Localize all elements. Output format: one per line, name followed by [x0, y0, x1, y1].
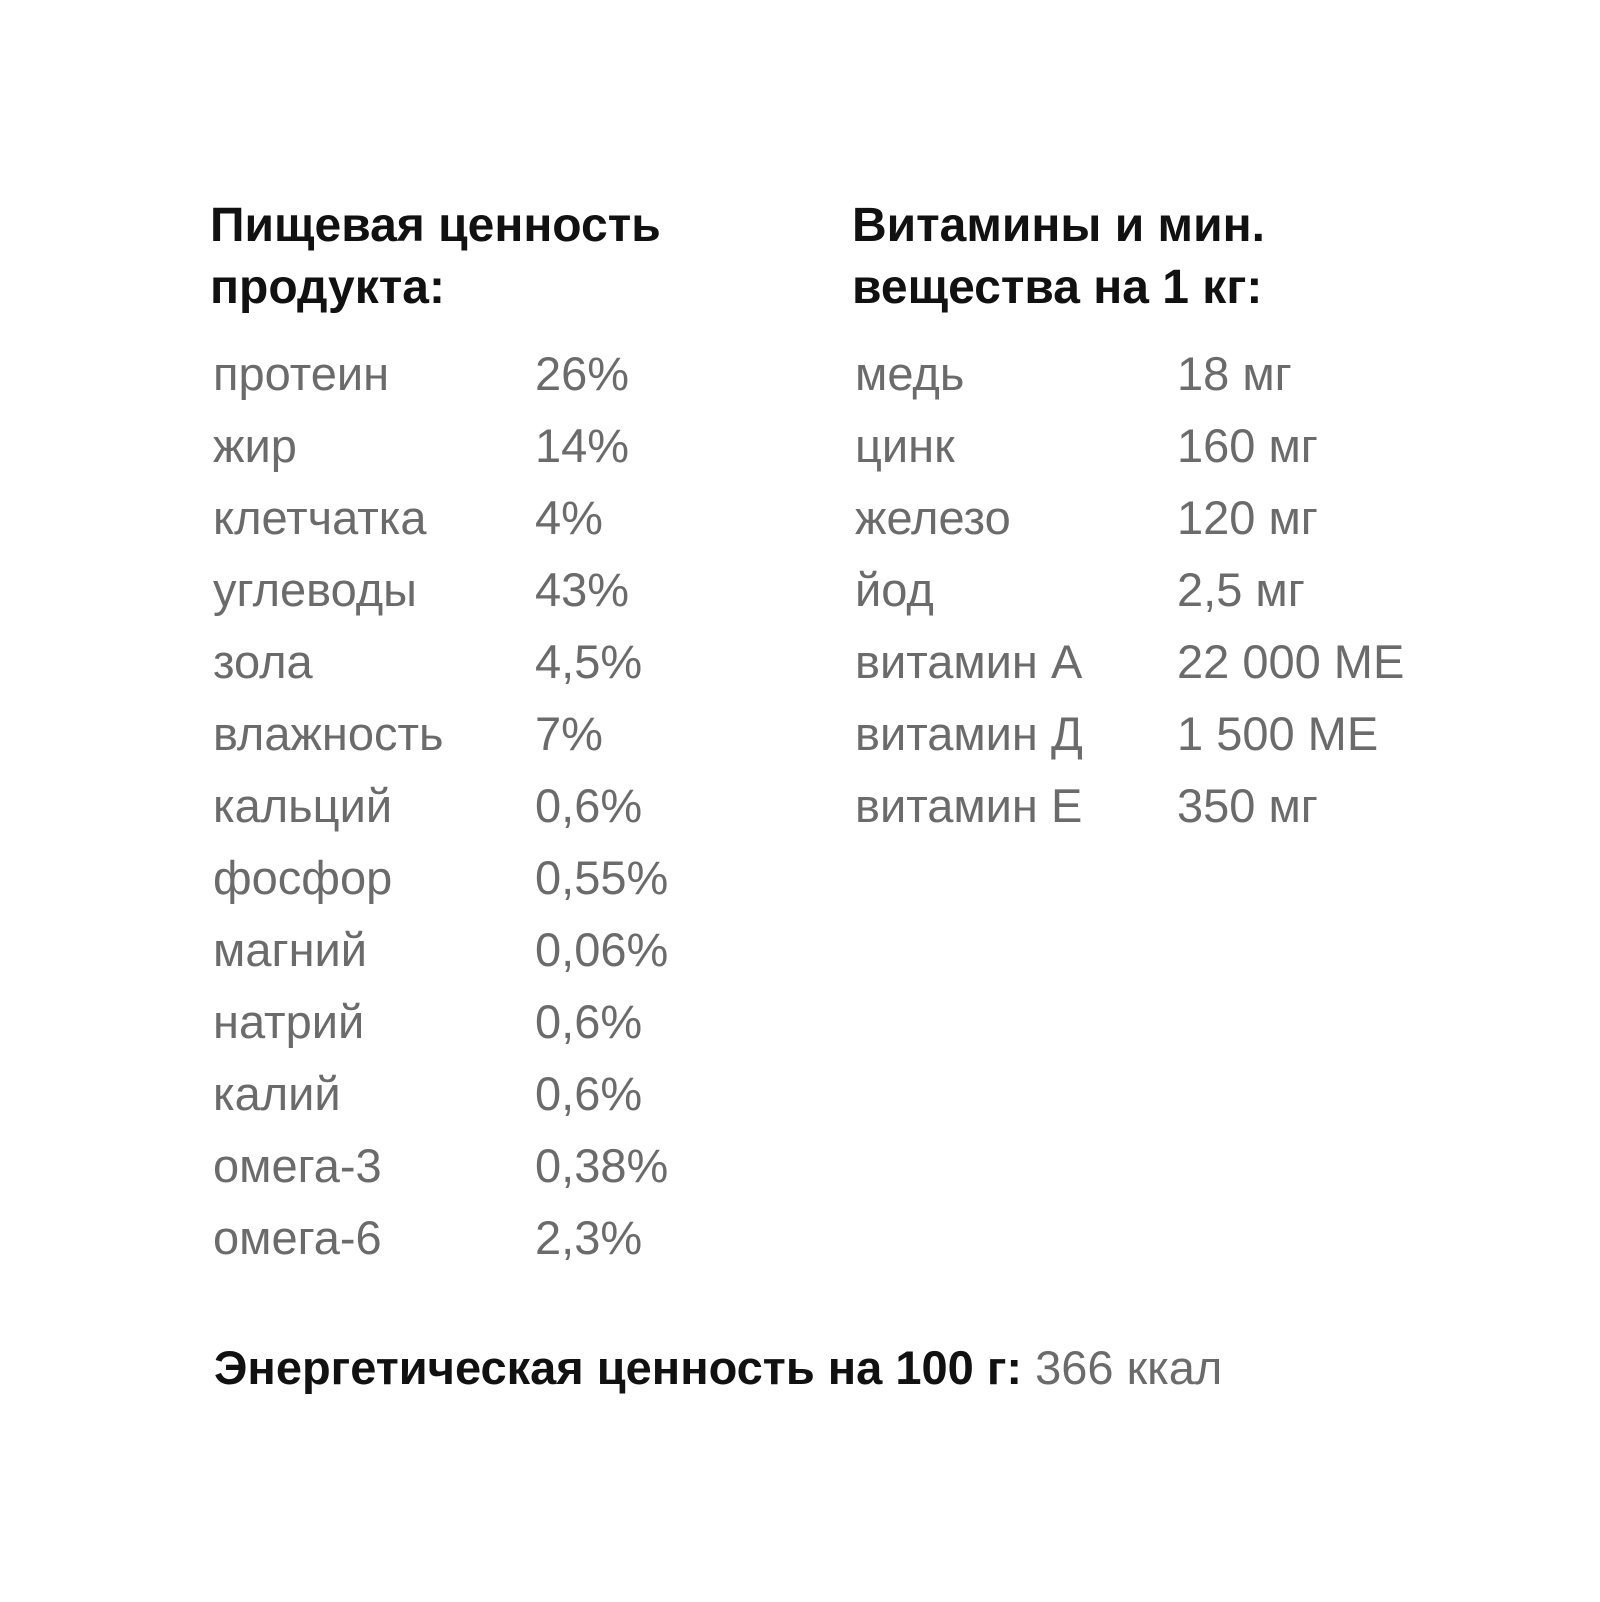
vitamin-row: [852, 553, 1404, 625]
vitamin-row: [852, 769, 1404, 841]
nutrition-row-name: протеин: [213, 346, 390, 400]
nutrition-row: [210, 769, 668, 841]
nutrition-row: [210, 625, 668, 697]
nutrition-row: [210, 841, 668, 913]
nutrition-row-value: 14%: [535, 418, 630, 472]
nutrition-row-name: клетчатка: [213, 490, 427, 544]
vitamin-row: [852, 697, 1404, 769]
nutrition-row-name: углеводы: [213, 562, 417, 616]
nutrition-row-value: 0,06%: [535, 922, 669, 976]
nutrition-row-value: 0,6%: [535, 994, 643, 1048]
energy-label: Энергетическая ценность на 100 г:: [214, 1341, 1023, 1394]
vitamin-row-name: йод: [855, 562, 934, 616]
nutrition-row-name: фосфор: [213, 850, 393, 904]
nutrition-row-name: магний: [213, 922, 368, 976]
nutrition-row-value: 0,55%: [535, 850, 669, 904]
nutrition-row-value: 4%: [535, 490, 603, 544]
nutrition-heading: [210, 195, 668, 319]
nutrition-row-value: 0,38%: [535, 1138, 669, 1192]
nutrition-row: [210, 1057, 668, 1129]
vitamin-row: [852, 409, 1404, 481]
vitamin-row: [852, 481, 1404, 553]
nutrition-row-name: натрий: [213, 994, 365, 1048]
nutrition-row-value: 26%: [535, 346, 630, 400]
nutrition-row: [210, 553, 668, 625]
nutrition-row-name: омега-3: [213, 1138, 382, 1192]
vitamin-row-value: 22 000 МЕ: [1177, 634, 1405, 688]
vitamin-row: [852, 337, 1404, 409]
vitamin-row-name: витамин Д: [855, 706, 1083, 760]
vitamin-row-value: 2,5 мг: [1177, 562, 1305, 616]
nutrition-row-value: 4,5%: [535, 634, 643, 688]
vitamin-row-name: железо: [855, 490, 1011, 544]
vitamin-row-name: витамин А: [855, 634, 1083, 688]
nutrition-row: [210, 409, 668, 481]
nutrition-row-value: 0,6%: [535, 778, 643, 832]
nutrition-row-name: зола: [213, 634, 313, 688]
vitamins-list: [852, 337, 1404, 841]
vitamin-row: [852, 625, 1404, 697]
nutrition-row: [210, 337, 668, 409]
energy-line: [214, 1340, 1222, 1395]
nutrition-row-name: омега-6: [213, 1210, 382, 1264]
vitamins-section: [852, 195, 1404, 841]
vitamin-row-value: 1 500 МЕ: [1177, 706, 1379, 760]
nutrition-heading-line2: продукта:: [210, 261, 445, 314]
nutrition-heading-line1: Пищевая ценность: [210, 199, 661, 252]
energy-value: 366 ккал: [1035, 1341, 1223, 1394]
nutrition-list: [210, 337, 668, 1273]
nutrition-row-value: 2,3%: [535, 1210, 643, 1264]
vitamins-heading-line1: Витамины и мин.: [852, 199, 1265, 252]
vitamins-heading-line2: вещества на 1 кг:: [852, 261, 1263, 314]
nutrition-row: [210, 913, 668, 985]
nutrition-row: [210, 1201, 668, 1273]
nutrition-row: [210, 1129, 668, 1201]
nutrition-row-name: кальций: [213, 778, 393, 832]
nutrition-row-name: влажность: [213, 706, 444, 760]
vitamin-row-name: цинк: [855, 418, 955, 472]
nutrition-row: [210, 697, 668, 769]
nutrition-row: [210, 985, 668, 1057]
vitamin-row-name: медь: [855, 346, 965, 400]
nutrition-row: [210, 481, 668, 553]
vitamin-row-value: 120 мг: [1177, 490, 1318, 544]
nutrition-row-value: 43%: [535, 562, 630, 616]
nutrition-row-name: жир: [213, 418, 297, 472]
nutrition-row-value: 7%: [535, 706, 603, 760]
nutrition-section: [210, 195, 668, 1273]
nutrition-row-name: калий: [213, 1066, 341, 1120]
vitamins-heading: [852, 195, 1404, 319]
vitamin-row-name: витамин Е: [855, 778, 1083, 832]
nutrition-row-value: 0,6%: [535, 1066, 643, 1120]
vitamin-row-value: 160 мг: [1177, 418, 1318, 472]
vitamin-row-value: 350 мг: [1177, 778, 1318, 832]
vitamin-row-value: 18 мг: [1177, 346, 1292, 400]
